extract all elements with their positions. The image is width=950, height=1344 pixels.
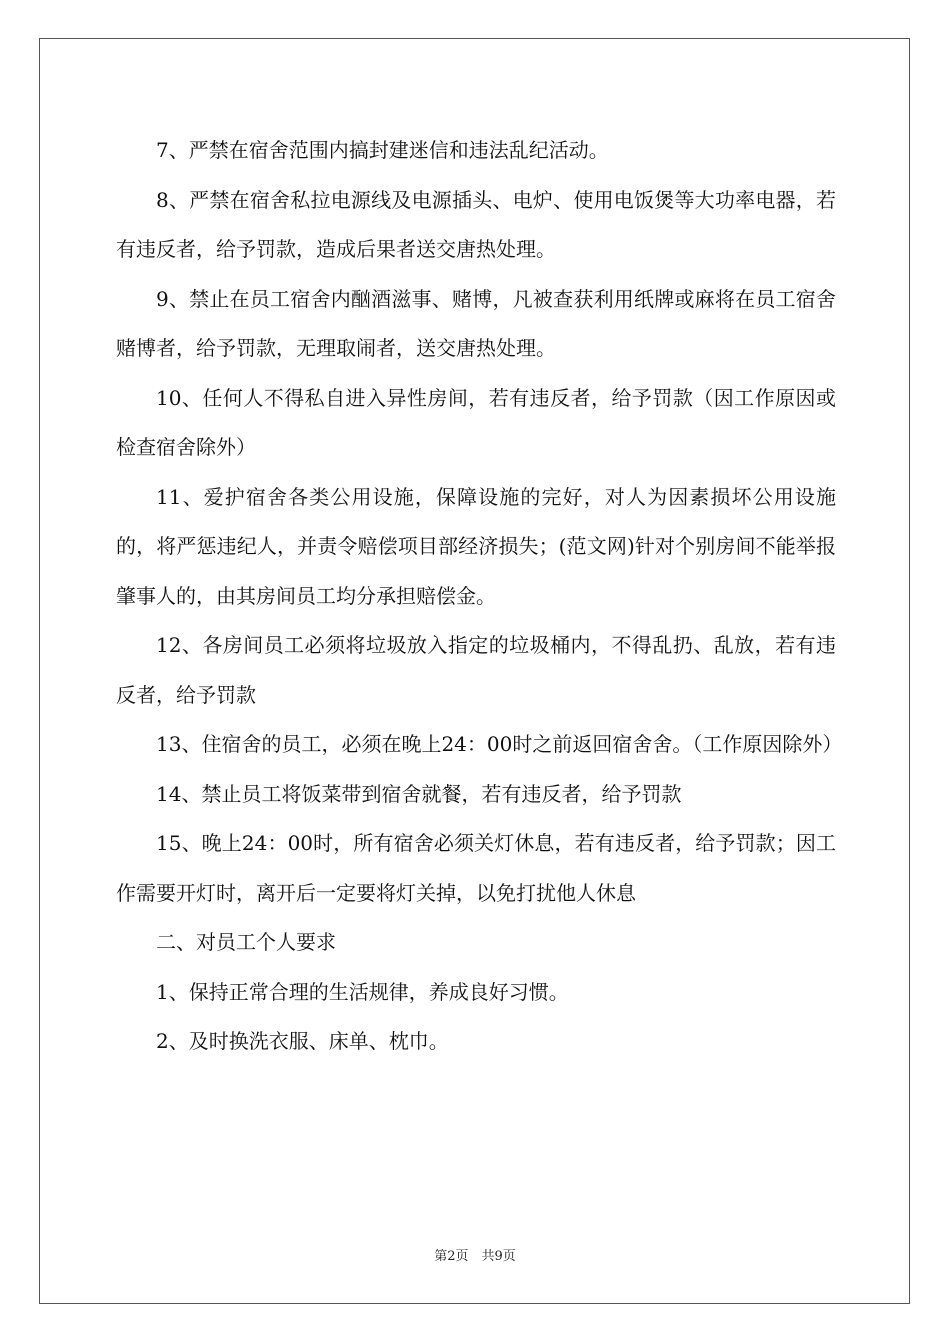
rule-12: 12、各房间员工必须将垃圾放入指定的垃圾桶内，不得乱扔、乱放，若有违反者，给予罚款	[116, 633, 836, 707]
rule-13: 13、住宿舍的员工，必须在晚上24：00时之前返回宿舍舍。（工作原因除外）	[156, 732, 843, 756]
rule-14: 14、禁止员工将饭菜带到宿舍就餐，若有违反者，给予罚款	[156, 781, 682, 806]
rule-11: 11、爱护宿舍各类公用设施，保障设施的完好，对人为因素损坏公用设施的，将严惩违纪人，并责令赔偿项目部经济损失；(范文网)针对个别房间不能举报肇事人的，由其房间员工均分承担赔偿金。	[116, 484, 836, 608]
rule-8: 8、严禁在宿舍私拉电源线及电源插头、电炉、使用电饭煲等大功率电器，若有违反者，给予罚款，造成后果者送交唐热处理。	[116, 187, 836, 261]
requirement-1: 1、保持正常合理的生活规律，养成良好习惯。	[156, 979, 569, 1004]
rule-7: 7、严禁在宿舍范围内搞封建迷信和违法乱纪活动。	[156, 138, 609, 162]
page-number-footer: 第2页 共9页	[434, 1249, 516, 1264]
rule-10: 10、任何人不得私自进入异性房间，若有违反者，给予罚款（因工作原因或检查宿舍除外）	[116, 385, 836, 459]
requirement-2: 2、及时换洗衣服、床单、枕巾。	[156, 1029, 449, 1053]
section-heading: 二、对员工个人要求	[156, 930, 336, 954]
rule-9: 9、禁止在员工宿舍内酗酒滋事、赌博，凡被查获利用纸牌或麻将在员工宿舍赌博者，给予罚款，无理取闹者，送交唐热处理。	[116, 286, 836, 360]
document-body	[116, 126, 843, 1067]
rule-15: 15、晚上24：00时，所有宿舍必须关灯休息，若有违反者，给予罚款；因工作需要开灯时，离开后一定要将灯关掉，以免打扰他人休息	[116, 831, 836, 905]
